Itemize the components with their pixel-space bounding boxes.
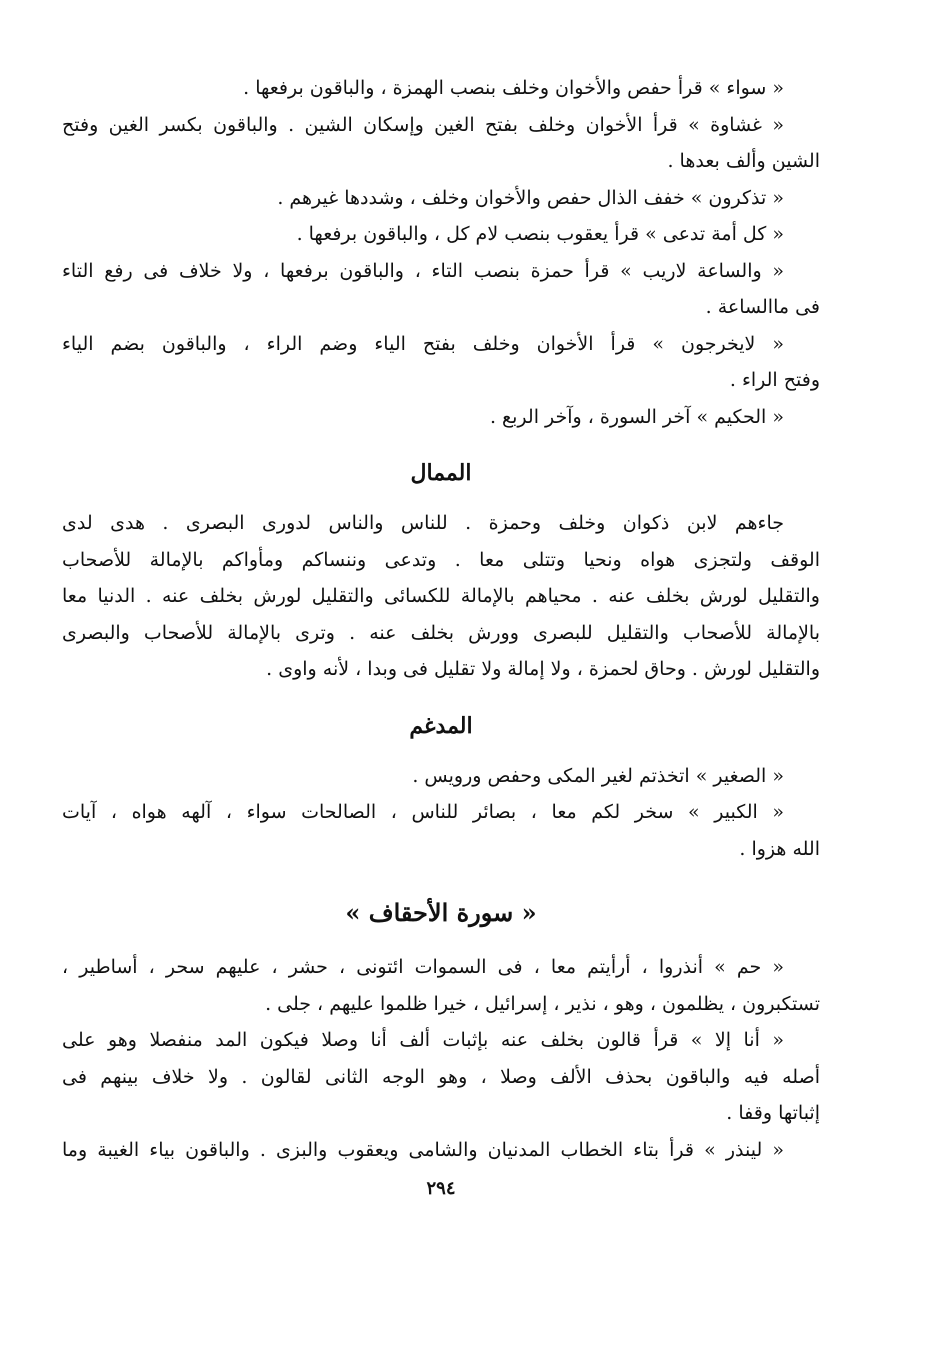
section-ahqaf <box>62 949 820 1168</box>
text-line: والتقليل لورش بخلف عنه . محياهم بالإمالة للكسائى والتقليل لورش بخلف عنه . الدنيا معا <box>62 585 820 607</box>
text-line: « والساعة لاريب » قرأ حمزة بنصب التاء ، والباقون برفعها ، ولا خلاف فى رفع التاء <box>62 259 784 282</box>
section-qiraat <box>62 70 820 435</box>
section-heading-mumal: الممال <box>410 460 472 486</box>
text-line: « لينذر » قرأ بتاء الخطاب المدنيان والشامى ويعقوب والبزى . والباقون بياء الغيبة وما <box>62 1138 784 1161</box>
text-line: « الحكيم » آخر السورة ، وآخر الربع . <box>489 405 784 428</box>
text-line: الله هزوا . <box>739 837 820 860</box>
text-line: أصله فيه والباقون بحذف الألف وصلا ، وهو الوجه الثانى لقالون . ولا خلاف بينهم فى <box>62 1065 820 1088</box>
section-mudgham <box>62 758 820 868</box>
text-line: « غشاوة » قرأ الأخوان وخلف بفتح الغين وإسكان الشين . والباقون بكسر الغين وفتح <box>62 113 784 136</box>
text-line: « سواء » قرأ حفص والأخوان وخلف بنصب الهمزة ، والباقون برفعها . <box>243 77 784 99</box>
section-heading-mudgham: المدغم <box>409 712 473 739</box>
text-line: « الكبير » سخر لكم معا ، بصائر للناس ، الصالحات سواء ، آلهه هواه ، آيات <box>62 801 784 823</box>
text-line: « أنا إلا » قرأ قالون بخلف عنه بإثبات ألف أنا وصلا فيكون المد منفصلا وهو على <box>62 1029 784 1051</box>
document-page <box>62 70 820 1350</box>
text-line: الوقف ولتجزى هواه ونحيا وتتلى معا . وتدعى وننساكم ومأواكم بالإمالة للأصحاب <box>62 548 820 571</box>
surah-title: « سورة الأحقاف » <box>345 898 537 927</box>
text-line: الشين وألف بعدها . <box>667 150 820 172</box>
text-line: « الصغير » اتخذتم لغير المكى وحفص ورويس . <box>412 764 784 787</box>
text-line: وفتح الراء . <box>729 369 820 391</box>
text-line: تستكبرون ، يظلمون ، وهو ، نذير ، إسرائيل ، خيرا ظلموا عليهم ، جلى . <box>265 992 820 1015</box>
text-line: « حم » أنذروا ، أرأيتم معا ، فى السموات ائتونى ، حشر ، عليهم سحر ، أساطير ، <box>62 956 784 978</box>
text-line: بالإمالة للأصحاب والتقليل للبصرى وورش بخلف عنه . وترى بالإمالة للأصحاب والبصرى <box>62 621 820 644</box>
text-line: إثباتها وقفا . <box>726 1102 820 1124</box>
page-number: ٢٩٤ <box>426 1178 456 1199</box>
section-mumal <box>62 505 820 688</box>
text-line: جاءهم لابن ذكوان وخلف وحمزة . للناس والناس لدورى البصرى . هدى لدى <box>62 512 784 534</box>
text-line: والتقليل لورش . وحاق لحمزة ، ولا إمالة ولا تقليل فى وبدا ، لأنه واوى . <box>266 658 820 680</box>
text-line: فى ماالساعة . <box>705 296 820 318</box>
text-line: « لايخرجون » قرأ الأخوان وخلف بفتح الياء وضم الراء ، والباقون بضم الياء <box>62 332 784 355</box>
text-line: « تذكرون » خفف الذال حفص والأخوان وخلف ، وشددها غيرهم . <box>277 186 784 209</box>
text-line: « كل أمة تدعى » قرأ يعقوب بنصب لام كل ، والباقون برفعها . <box>296 223 784 245</box>
